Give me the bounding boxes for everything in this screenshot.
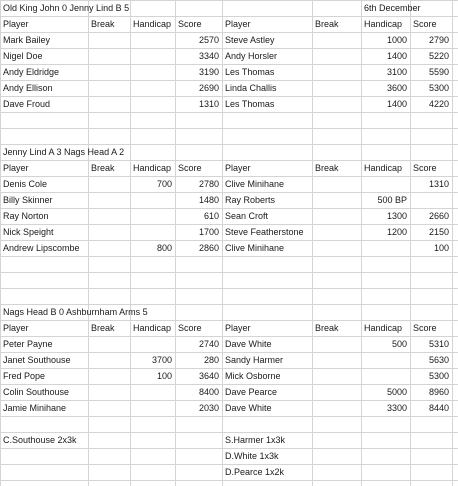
player-name-cell[interactable]: Dave White: [225, 403, 272, 413]
player-name-cell[interactable]: Ray Norton: [3, 211, 49, 221]
column-header[interactable]: Handicap: [364, 19, 403, 29]
value-cell[interactable]: 5300: [428, 371, 449, 381]
player-name-cell[interactable]: Colin Southouse: [3, 387, 70, 397]
value-cell[interactable]: 5300: [428, 83, 449, 93]
column-header[interactable]: Score: [178, 19, 202, 29]
value-cell[interactable]: 3300: [386, 403, 407, 413]
value-cell[interactable]: 1310: [198, 99, 219, 109]
value-cell[interactable]: 2740: [198, 339, 219, 349]
column-gridline: [88, 0, 89, 486]
column-header[interactable]: Break: [91, 19, 115, 29]
column-header[interactable]: Handicap: [364, 163, 403, 173]
value-cell[interactable]: 100: [433, 243, 449, 253]
value-cell[interactable]: 8440: [428, 403, 449, 413]
column-header[interactable]: Player: [3, 163, 29, 173]
value-cell[interactable]: 3640: [198, 371, 219, 381]
player-name-cell[interactable]: Dave White: [225, 339, 272, 349]
value-cell[interactable]: 2570: [198, 35, 219, 45]
column-gridline: [175, 0, 176, 486]
column-header[interactable]: Player: [225, 323, 251, 333]
value-cell[interactable]: 1200: [386, 227, 407, 237]
value-cell[interactable]: 2790: [428, 35, 449, 45]
column-header[interactable]: Handicap: [133, 163, 172, 173]
value-cell[interactable]: 2690: [198, 83, 219, 93]
column-header[interactable]: Break: [315, 19, 339, 29]
player-name-cell[interactable]: Janet Southouse: [3, 355, 71, 365]
value-cell[interactable]: 800: [156, 243, 172, 253]
value-cell[interactable]: 500 BP: [377, 195, 407, 205]
player-name-cell[interactable]: Clive Minihane: [225, 179, 285, 189]
value-cell[interactable]: 1480: [198, 195, 219, 205]
column-header[interactable]: Score: [413, 323, 437, 333]
value-cell[interactable]: 2030: [198, 403, 219, 413]
date-cell[interactable]: 6th December: [364, 3, 421, 13]
column-header[interactable]: Handicap: [133, 19, 172, 29]
column-gridline: [361, 0, 362, 486]
column-header[interactable]: Break: [315, 163, 339, 173]
column-header[interactable]: Break: [91, 163, 115, 173]
column-header[interactable]: Handicap: [364, 323, 403, 333]
player-name-cell[interactable]: Linda Challis: [225, 83, 277, 93]
column-header[interactable]: Break: [315, 323, 339, 333]
note-cell[interactable]: D.Pearce 1x2k: [225, 467, 285, 477]
column-header[interactable]: Player: [3, 19, 29, 29]
value-cell[interactable]: 8960: [428, 387, 449, 397]
column-gridline: [222, 0, 223, 486]
value-cell[interactable]: 1400: [386, 99, 407, 109]
value-cell[interactable]: 5220: [428, 51, 449, 61]
value-cell[interactable]: 100: [156, 371, 172, 381]
player-name-cell[interactable]: Nick Speight: [3, 227, 54, 237]
player-name-cell[interactable]: Peter Payne: [3, 339, 53, 349]
player-name-cell[interactable]: Clive Minihane: [225, 243, 285, 253]
column-header[interactable]: Score: [178, 163, 202, 173]
player-name-cell[interactable]: Ray Roberts: [225, 195, 276, 205]
column-header[interactable]: Score: [413, 163, 437, 173]
player-name-cell[interactable]: Sean Croft: [225, 211, 269, 221]
value-cell[interactable]: 5590: [428, 67, 449, 77]
column-header[interactable]: Handicap: [133, 323, 172, 333]
value-cell[interactable]: 1300: [386, 211, 407, 221]
column-header[interactable]: Score: [178, 323, 202, 333]
value-cell[interactable]: 280: [203, 355, 219, 365]
column-header[interactable]: Player: [225, 19, 251, 29]
value-cell[interactable]: 1310: [428, 179, 449, 189]
column-gridline: [452, 0, 453, 486]
column-gridline: [410, 0, 411, 486]
player-name-cell[interactable]: Andrew Lipscombe: [3, 243, 80, 253]
player-name-cell[interactable]: Sandy Harmer: [225, 355, 284, 365]
player-name-cell[interactable]: Andy Ellison: [3, 83, 53, 93]
value-cell[interactable]: 5630: [428, 355, 449, 365]
player-name-cell[interactable]: Dave Froud: [3, 99, 51, 109]
value-cell[interactable]: 3100: [386, 67, 407, 77]
value-cell[interactable]: 1700: [198, 227, 219, 237]
column-header[interactable]: Player: [225, 163, 251, 173]
note-cell[interactable]: D.White 1x3k: [225, 451, 279, 461]
value-cell[interactable]: 2660: [428, 211, 449, 221]
player-name-cell[interactable]: Les Thomas: [225, 67, 275, 77]
value-cell[interactable]: 5000: [386, 387, 407, 397]
value-cell[interactable]: 2150: [428, 227, 449, 237]
value-cell[interactable]: 610: [203, 211, 219, 221]
player-name-cell[interactable]: Mark Bailey: [3, 35, 51, 45]
note-cell[interactable]: S.Harmer 1x3k: [225, 435, 286, 445]
column-header[interactable]: Score: [413, 19, 437, 29]
column-header[interactable]: Break: [91, 323, 115, 333]
note-cell[interactable]: C.Southouse 2x3k: [3, 435, 77, 445]
player-name-cell[interactable]: Billy Skinner: [3, 195, 53, 205]
match-title[interactable]: Old King John 0 Jenny Lind B 5: [3, 3, 130, 13]
value-cell[interactable]: 5310: [428, 339, 449, 349]
value-cell[interactable]: 4220: [428, 99, 449, 109]
player-name-cell[interactable]: Jamie Minihane: [3, 403, 67, 413]
player-name-cell[interactable]: Steve Featherstone: [225, 227, 304, 237]
player-name-cell[interactable]: Les Thomas: [225, 99, 275, 109]
value-cell[interactable]: 700: [156, 179, 172, 189]
player-name-cell[interactable]: Denis Cole: [3, 179, 48, 189]
column-header[interactable]: Player: [3, 323, 29, 333]
column-gridline: [130, 0, 131, 486]
value-cell[interactable]: 3190: [198, 67, 219, 77]
player-name-cell[interactable]: Mick Osborne: [225, 371, 281, 381]
column-gridline: [312, 0, 313, 486]
value-cell[interactable]: 3340: [198, 51, 219, 61]
value-cell[interactable]: 1000: [386, 35, 407, 45]
player-name-cell[interactable]: Andy Horsler: [225, 51, 278, 61]
value-cell[interactable]: 1400: [386, 51, 407, 61]
value-cell[interactable]: 2780: [198, 179, 219, 189]
player-name-cell[interactable]: Nigel Doe: [3, 51, 43, 61]
value-cell[interactable]: 3700: [151, 355, 172, 365]
player-name-cell[interactable]: Steve Astley: [225, 35, 275, 45]
value-cell[interactable]: 8400: [198, 387, 219, 397]
value-cell[interactable]: 500: [391, 339, 407, 349]
player-name-cell[interactable]: Dave Pearce: [225, 387, 278, 397]
value-cell[interactable]: 2860: [198, 243, 219, 253]
match-title[interactable]: Jenny Lind A 3 Nags Head A 2: [3, 147, 125, 157]
value-cell[interactable]: 3600: [386, 83, 407, 93]
player-name-cell[interactable]: Andy Eldridge: [3, 67, 60, 77]
player-name-cell[interactable]: Fred Pope: [3, 371, 46, 381]
match-title[interactable]: Nags Head B 0 Ashburnham Arms 5: [3, 307, 148, 317]
